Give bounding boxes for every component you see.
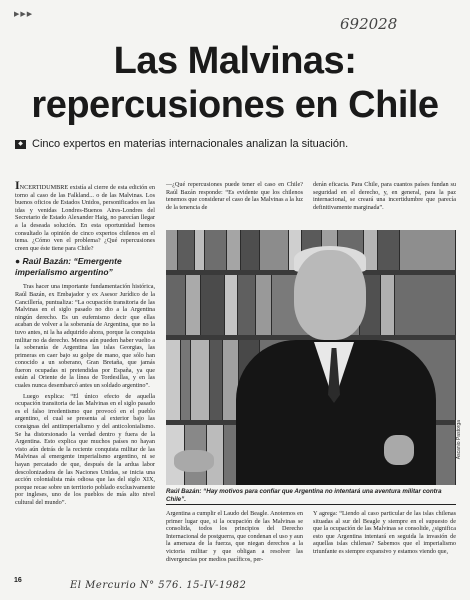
drop-cap: I — [15, 178, 20, 192]
section-arrows: ▶▶▶ — [14, 11, 34, 18]
paragraph: Luego explica: “El único efecto de aquella ocupación transitoria de las Malvinas en el siglo pasado es el falso irredentismo que provocó en el pueblo argentino, el cual se presenta al exterior bajo las consignas del antiimperialismo y del anticolonialismo. Se ha distorsionado la verdad dentro y fuera de la Argentina. Esto explica que muchos países no hayan visto aún detrás de la reciente conquista militar de las Malvinas al emergente imperialismo argentino, ni se hayan percatado de que, después de la ardua labor descolonizadora de las Naciones Unidas, se inicia una acción colonialista más odiosa que las del siglo XIX, porque recae sobre un territorio poblado exclusivamente por ingleses, uno de los pueblos de más alto nivel cultural del mundo”. — [15, 392, 155, 506]
archive-code-handwritten: 692028 — [340, 15, 398, 33]
intro-text: NCERTIDUMBRE existía al cierre de esta edición en torno al caso de las Falkland... o de las Malvinas. Los buenos oficios de Estados Unidos, personificados en las idas y venidas Londres-Buenos Aires-Londres del Secretario de Estado Alexander Haig, no parecían llegar a la deseada solución. En esta oportunidad hemos consultado la opinión de cinco expertos chilenos en el tema. ¿Cómo ven el problema? ¿Qué repercusiones creen que éste tiene para Chile? — [15, 184, 155, 252]
headline-line-2: repercusiones en Chile — [31, 84, 439, 126]
paragraph: Tras hacer una importante fundamentación histórica, Raúl Bazán, ex Embajador y ex Asesor Jurídico de la Cancillería, puntualiza: “La ocupación transitoria de las Malvinas en el siglo pasado no dio a la Argentina ningún derecho. Es un eufemismo decir que ellas acaban de volver a la soberanía de Argentina, que no la tuvo antes, ni la ha adquirido ahora, porque la conquista militar no da derecho. Menos aún pueden haber vuelto a la soberanía de Argentina las islas Georgias, las primeras en caer bajo su golpe de mano, que sólo han conocido a un soberano, Gran Bretaña, que jamás fueron ocupadas ni pretendidas por España, ya que están al Oriente de la línea de Tordesillas, y en las cuales nunca desembarcó antes un soldado argentino”. — [15, 283, 155, 390]
column-3-top: derán eficacia. Para Chile, para cuantos países fundan su seguridad en el derecho, y, en general, para la paz internacional, se creará una incertidumbre que parecía definitivamente marginada”. — [313, 181, 456, 211]
source-note-handwritten: El Mercurio N° 576. 15-IV-1982 — [70, 580, 247, 591]
subtitle-text: Cinco expertos en materias internacionales analizan la situación. — [32, 138, 349, 150]
subhead-raul-bazan: ● Raúl Bazán: “Emergente imperialismo argentino” — [15, 256, 122, 278]
divider — [166, 504, 456, 505]
column-1 — [15, 178, 155, 510]
person-face — [294, 250, 366, 340]
photo-caption: Raúl Bazán: “Hay motivos para confiar que Argentina no intentará una aventura militar contra Chile”. — [166, 488, 442, 503]
subtitle — [15, 138, 348, 150]
column-3-bottom: Y agrega: “Liendo al caso particular de las islas chilenas situadas al sur del Beagle y siempre en el supuesto de que la ocupación de las Malvinas se consolide, ¿significa esto que Argentina intentará en seguida la invasión de aquellas islas chilenas? Sabemos que el imperialismo triunfante es siempre expansivo y estamos viendo que, — [313, 510, 456, 555]
portrait-photo — [166, 230, 456, 485]
page-number: 16 — [14, 577, 22, 584]
bullet-icon: ◆ — [15, 140, 26, 149]
headline-line-1: Las Malvinas: — [113, 40, 357, 82]
column-2-bottom: Argentina a cumplir el Laudo del Beagle. Anotemos en primer lugar que, si la ocupación de las Malvinas se consolida, todos los principios del Derecho Internacional de postguerra, que condenan el uso y aun la amenaza de la fuerza, que niegan derechos a la victoria militar y que obligan a resolver las divergencias por medios pacíficos, per- — [166, 510, 303, 563]
photo-credit: Ascanio Pastorga — [456, 420, 462, 460]
column-2-top: —¿Qué repercusiones puede tener el caso en Chile? Raúl Bazán responde: “Es evidente que los chilenos tenemos que considerar el caso de las Malvinas a la luz de la tenencia de — [166, 181, 303, 211]
